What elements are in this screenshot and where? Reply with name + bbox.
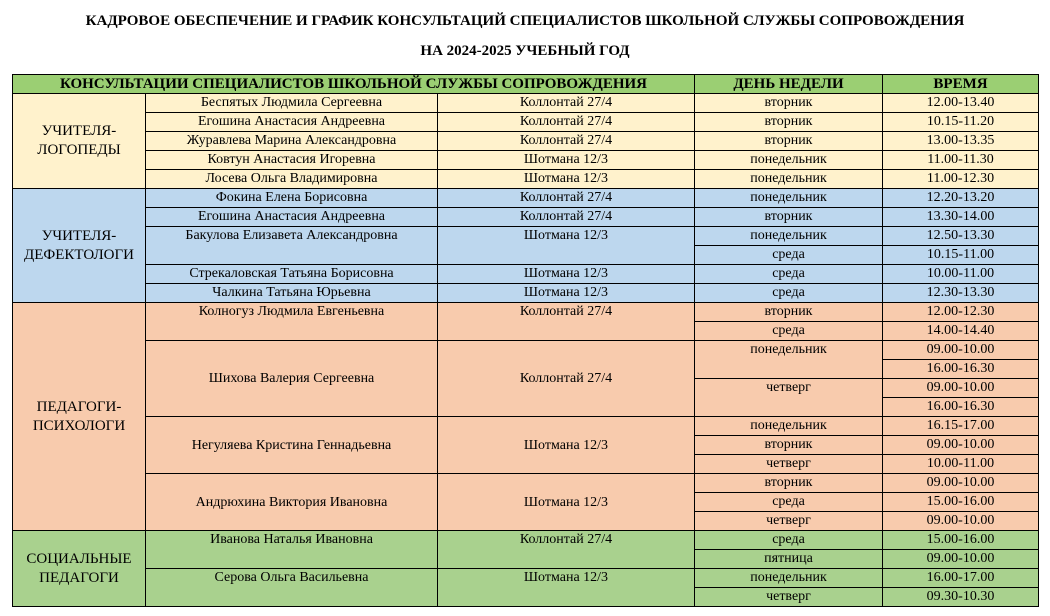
specialist-name: Журавлева Марина Александровна — [146, 132, 438, 151]
address: Шотмана 12/3 — [438, 151, 695, 170]
day-cell: четверг — [695, 455, 883, 474]
address: Шотмана 12/3 — [438, 284, 695, 303]
day-cell: среда — [695, 493, 883, 512]
day-cell: четверг — [695, 379, 883, 417]
day-cell: вторник — [695, 303, 883, 322]
time-cell: 10.15-11.20 — [883, 113, 1039, 132]
time-cell: 15.00-16.00 — [883, 493, 1039, 512]
specialist-name: Бакулова Елизавета Александровна — [146, 227, 438, 265]
table-row — [13, 265, 1039, 284]
category-cell: УЧИТЕЛЯ-ДЕФЕКТОЛОГИ — [13, 189, 146, 303]
specialist-name: Егошина Анастасия Андреевна — [146, 208, 438, 227]
specialist-name: Егошина Анастасия Андреевна — [146, 113, 438, 132]
specialist-name: Шихова Валерия Сергеевна — [146, 341, 438, 417]
day-cell: среда — [695, 246, 883, 265]
day-cell: четверг — [695, 512, 883, 531]
table-row — [13, 284, 1039, 303]
time-cell: 11.00-12.30 — [883, 170, 1039, 189]
table-row — [13, 151, 1039, 170]
time-cell: 13.00-13.35 — [883, 132, 1039, 151]
day-cell: понедельник — [695, 341, 883, 379]
specialist-name: Серова Ольга Васильевна — [146, 569, 438, 607]
address: Коллонтай 27/4 — [438, 208, 695, 227]
specialist-name: Иванова Наталья Ивановна — [146, 531, 438, 569]
time-cell: 09.00-10.00 — [883, 512, 1039, 531]
address: Коллонтай 27/4 — [438, 94, 695, 113]
table-row — [13, 569, 1039, 588]
day-cell: пятница — [695, 550, 883, 569]
day-cell: вторник — [695, 436, 883, 455]
document-subtitle: НА 2024-2025 УЧЕБНЫЙ ГОД — [420, 43, 630, 59]
header-time: ВРЕМЯ — [883, 75, 1039, 94]
address: Шотмана 12/3 — [438, 227, 695, 265]
time-cell: 09.00-10.00 — [883, 379, 1039, 398]
consultation-schedule-table — [12, 74, 1039, 607]
time-cell: 09.00-10.00 — [883, 550, 1039, 569]
address: Коллонтай 27/4 — [438, 132, 695, 151]
address: Шотмана 12/3 — [438, 474, 695, 531]
category-cell: ПЕДАГОГИ-ПСИХОЛОГИ — [13, 303, 146, 531]
specialist-name: Колногуз Людмила Евгеньевна — [146, 303, 438, 341]
header-consultations: КОНСУЛЬТАЦИИ СПЕЦИАЛИСТОВ ШКОЛЬНОЙ СЛУЖБЫ СОПРОВОЖДЕНИЯ — [13, 75, 695, 94]
specialist-name: Андрюхина Виктория Ивановна — [146, 474, 438, 531]
time-cell: 09.00-10.00 — [883, 341, 1039, 360]
table-row — [13, 531, 1039, 550]
time-cell: 12.30-13.30 — [883, 284, 1039, 303]
day-cell: четверг — [695, 588, 883, 607]
time-cell: 13.30-14.00 — [883, 208, 1039, 227]
day-cell: вторник — [695, 113, 883, 132]
day-cell: среда — [695, 265, 883, 284]
address: Коллонтай 27/4 — [438, 189, 695, 208]
day-cell: понедельник — [695, 189, 883, 208]
time-cell: 16.15-17.00 — [883, 417, 1039, 436]
day-cell: среда — [695, 284, 883, 303]
table-row — [13, 227, 1039, 246]
specialist-name: Беспятых Людмила Сергеевна — [146, 94, 438, 113]
table-row — [13, 417, 1039, 436]
specialist-name: Фокина Елена Борисовна — [146, 189, 438, 208]
table-row — [13, 341, 1039, 360]
time-cell: 10.00-11.00 — [883, 265, 1039, 284]
time-cell: 09.30-10.30 — [883, 588, 1039, 607]
day-cell: вторник — [695, 94, 883, 113]
time-cell: 15.00-16.00 — [883, 531, 1039, 550]
address: Коллонтай 27/4 — [438, 303, 695, 341]
day-cell: понедельник — [695, 569, 883, 588]
day-cell: среда — [695, 322, 883, 341]
day-cell: вторник — [695, 474, 883, 493]
time-cell: 09.00-10.00 — [883, 436, 1039, 455]
time-cell: 12.20-13.20 — [883, 189, 1039, 208]
address: Шотмана 12/3 — [438, 569, 695, 607]
table-row — [13, 474, 1039, 493]
table-header-row — [13, 75, 1039, 94]
specialist-name: Лосева Ольга Владимировна — [146, 170, 438, 189]
category-cell: СОЦИАЛЬНЫЕ ПЕДАГОГИ — [13, 531, 146, 607]
day-cell: понедельник — [695, 151, 883, 170]
day-cell: вторник — [695, 132, 883, 151]
address: Коллонтай 27/4 — [438, 341, 695, 417]
category-cell: УЧИТЕЛЯ-ЛОГОПЕДЫ — [13, 94, 146, 189]
specialist-name: Ковтун Анастасия Игоревна — [146, 151, 438, 170]
day-cell: понедельник — [695, 417, 883, 436]
day-cell: понедельник — [695, 170, 883, 189]
table-row — [13, 132, 1039, 151]
address: Шотмана 12/3 — [438, 170, 695, 189]
table-row — [13, 94, 1039, 113]
specialist-name: Стрекаловская Татьяна Борисовна — [146, 265, 438, 284]
time-cell: 12.00-12.30 — [883, 303, 1039, 322]
address: Шотмана 12/3 — [438, 265, 695, 284]
header-day: ДЕНЬ НЕДЕЛИ — [695, 75, 883, 94]
table-row — [13, 189, 1039, 208]
table-row — [13, 113, 1039, 132]
time-cell: 16.00-16.30 — [883, 398, 1039, 417]
address: Шотмана 12/3 — [438, 417, 695, 474]
specialist-name: Негуляева Кристина Геннадьевна — [146, 417, 438, 474]
time-cell: 16.00-17.00 — [883, 569, 1039, 588]
time-cell: 09.00-10.00 — [883, 474, 1039, 493]
time-cell: 11.00-11.30 — [883, 151, 1039, 170]
table-row — [13, 208, 1039, 227]
address: Коллонтай 27/4 — [438, 113, 695, 132]
time-cell: 16.00-16.30 — [883, 360, 1039, 379]
table-row — [13, 170, 1039, 189]
time-cell: 10.00-11.00 — [883, 455, 1039, 474]
table-row — [13, 303, 1039, 322]
address: Коллонтай 27/4 — [438, 531, 695, 569]
document-title: КАДРОВОЕ ОБЕСПЕЧЕНИЕ И ГРАФИК КОНСУЛЬТАЦИЙ СПЕЦИАЛИСТОВ ШКОЛЬНОЙ СЛУЖБЫ СОПРОВОЖДЕНИЯ — [85, 13, 965, 29]
time-cell: 12.50-13.30 — [883, 227, 1039, 246]
time-cell: 14.00-14.40 — [883, 322, 1039, 341]
day-cell: среда — [695, 531, 883, 550]
specialist-name: Чалкина Татьяна Юрьевна — [146, 284, 438, 303]
day-cell: вторник — [695, 208, 883, 227]
time-cell: 10.15-11.00 — [883, 246, 1039, 265]
day-cell: понедельник — [695, 227, 883, 246]
time-cell: 12.00-13.40 — [883, 94, 1039, 113]
